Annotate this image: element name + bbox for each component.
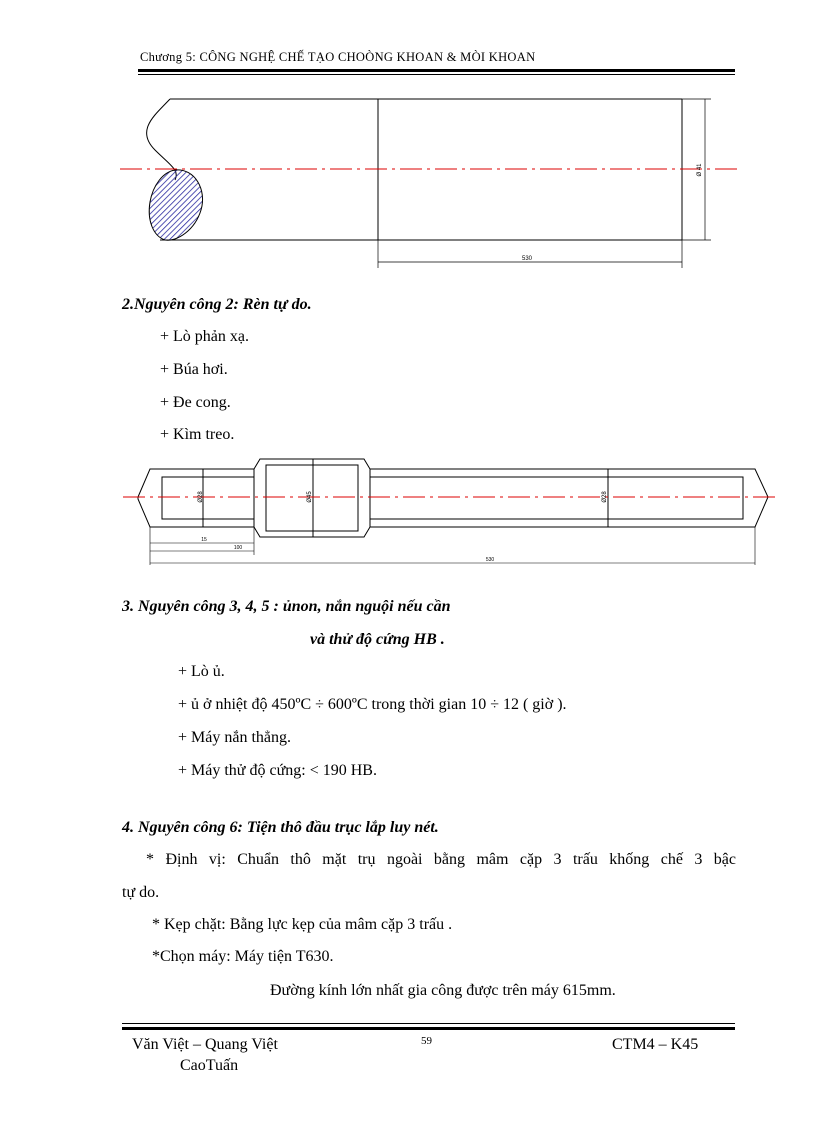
footer-rule-thin [122, 1023, 735, 1024]
dimension-lines [378, 99, 711, 268]
header-rule-thin [138, 74, 735, 75]
section-3-item: + Máy thử độ cứng: < 190 HB. [178, 762, 377, 779]
dinh-vi-text: * Định vị: Chuẩn thô mặt trụ ngoài bằng mâm cặp 3 trấu khống chế 3 bậc [146, 851, 736, 868]
section-2-item: + Đe cong. [160, 394, 231, 411]
shaft-outline [138, 459, 768, 537]
kep-chat-text: * Kẹp chặt: Bằng lực kẹp của mâm cặp 3 trấu . [152, 916, 453, 933]
section-2-item: + Lò phản xạ. [160, 328, 249, 345]
dim-label: 530 [485, 557, 495, 563]
page-number: 59 [421, 1035, 432, 1047]
max-diameter-text: Đường kính lớn nhất gia công được trên máy 615mm. [270, 982, 616, 999]
section-hatch [149, 170, 202, 240]
section-2-item: + Kìm treo. [160, 426, 235, 443]
figure-forged-shaft [118, 455, 783, 570]
header-rule-thick [138, 69, 735, 72]
footer-authors-continued: CaoTuấn [180, 1057, 239, 1074]
dim-label: Ø28 [602, 491, 608, 503]
diameter-dimension: Ø 41 [697, 163, 703, 177]
chon-may-text: *Chọn máy: Máy tiện T630. [152, 948, 334, 965]
dinh-vi-text-continued: tự do. [122, 884, 160, 901]
dim-label: Ø45 [307, 491, 313, 503]
dim-label: 100 [233, 545, 243, 551]
dim-label: Ø28 [198, 491, 204, 503]
length-dimension: 530 [521, 256, 533, 262]
section-3-item: + Máy nắn thẳng. [178, 729, 291, 746]
section-4-heading: 4. Nguyên công 6: Tiện thô đầu trục lắp luy nét. [122, 819, 439, 836]
dim-label: 15 [201, 537, 207, 543]
section-3-item: + ủ ở nhiệt độ 450ºC ÷ 600ºC trong thời gian 10 ÷ 12 ( giờ ). [178, 696, 567, 713]
section-2-heading: 2.Nguyên công 2: Rèn tự do. [122, 296, 312, 313]
footer-rule-thick [122, 1027, 735, 1030]
section-2-item: + Búa hơi. [160, 361, 228, 378]
section-3-heading: 3. Nguyên công 3, 4, 5 : ủnon, nắn nguội nếu cần [122, 598, 451, 615]
section-3-heading-continued: và thử độ cứng HB . [310, 631, 445, 648]
section-3-item: + Lò ủ. [178, 663, 225, 680]
chapter-header: Chương 5: CÔNG NGHỆ CHẾ TẠO CHOÒNG KHOAN & MÒI KHOAN [140, 50, 536, 64]
footer-class-code: CTM4 – K45 [612, 1036, 699, 1053]
footer-authors: Văn Việt – Quang Việt [132, 1036, 278, 1053]
figure-bar-stock [115, 90, 745, 275]
